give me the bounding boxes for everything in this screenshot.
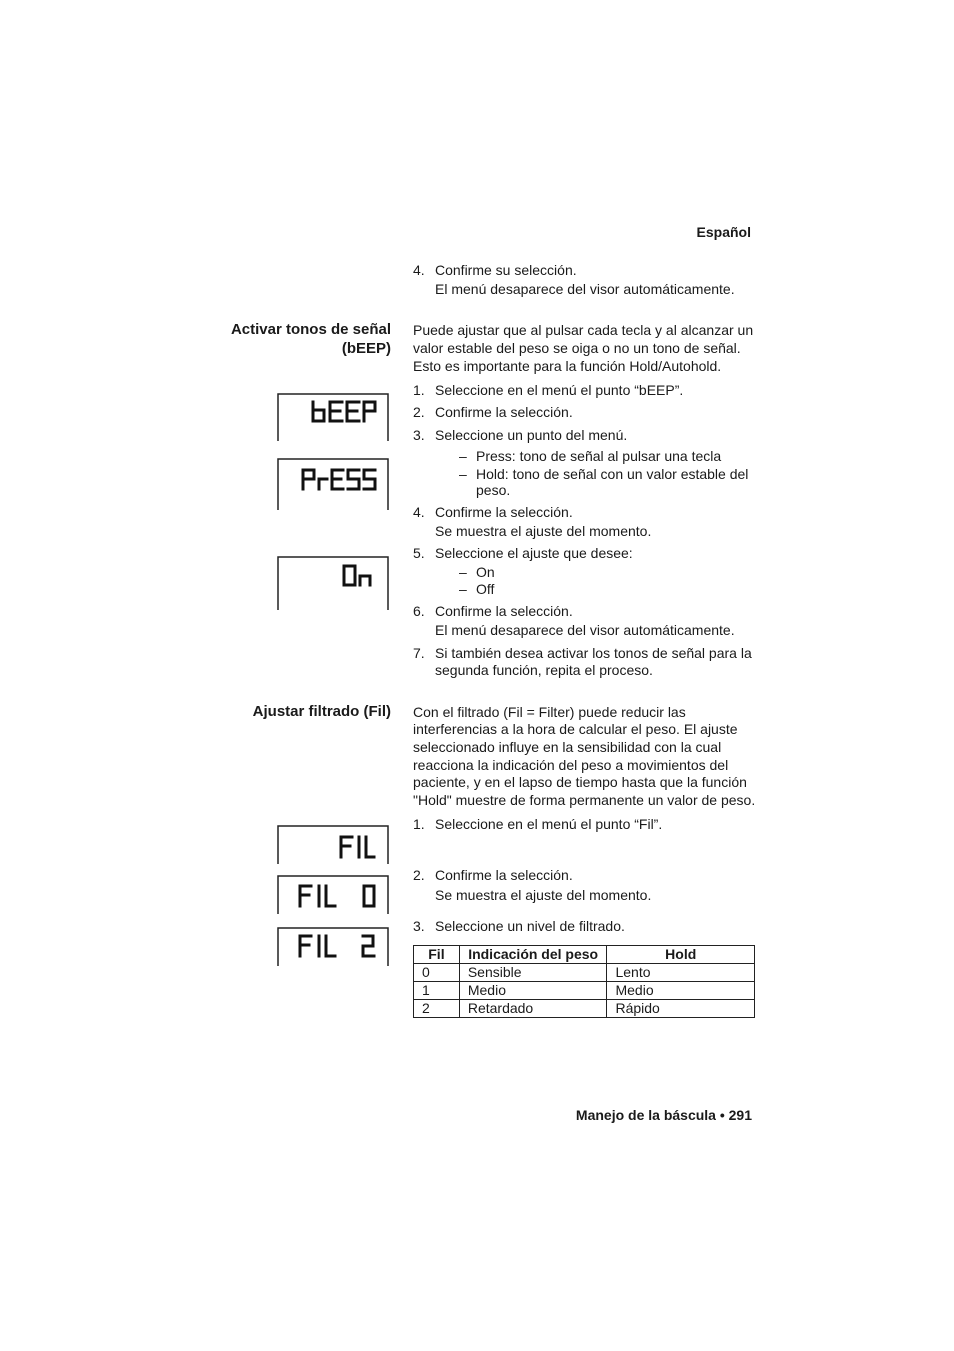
beep-step-text: Se muestra el ajuste del momento. (435, 523, 652, 539)
table-cell: 1 (414, 982, 460, 1000)
beep-step-text: Confirme la selección. (435, 504, 573, 520)
filter-paragraph-line: "Hold" muestre de forma permanente un valor de peso. (413, 792, 756, 808)
beep-step-number: 2. (413, 404, 425, 420)
table-header-fil: Fil (414, 946, 460, 964)
beep-step-text: Confirme la selección. (435, 404, 573, 420)
lcd-display-on (277, 556, 389, 610)
filter-paragraph-line: paciente, y en el lapso de tiempo hasta que la función (413, 774, 747, 790)
beep-step-number: 4. (413, 504, 425, 520)
beep-step-text: Confirme la selección. (435, 603, 573, 619)
filter-step-number: 3. (413, 918, 425, 934)
beep-step-number: 3. (413, 427, 425, 443)
table-row (414, 982, 755, 1000)
option-dash: – (459, 448, 467, 464)
filter-paragraph-line: interferencias a la hora de calcular el peso. El ajuste (413, 721, 738, 737)
beep-heading-line1: Activar tonos de señal (230, 321, 391, 338)
option-on: On (476, 564, 495, 580)
filter-step-text: Se muestra el ajuste del momento. (435, 887, 652, 903)
option-dash: – (459, 564, 467, 580)
lcd-display-fil-0 (277, 875, 389, 914)
option-dash: – (459, 581, 467, 597)
option-hold: Hold: tono de señal con un valor estable del (476, 466, 749, 482)
lcd-display-fil (277, 825, 389, 864)
filter-paragraph-line: seleccionado influye en la sensibilidad con la cual (413, 739, 722, 755)
table-cell: Rápido (607, 1000, 755, 1018)
table-cell: 2 (414, 1000, 460, 1018)
filter-step-text: Confirme la selección. (435, 867, 573, 883)
filter-paragraph-line: Con el filtrado (Fil = Filter) puede reducir las (413, 704, 686, 720)
table-row (414, 1000, 755, 1018)
filter-step-number: 2. (413, 867, 425, 883)
lcd-display-beep (277, 393, 389, 441)
intro-step-line2: El menú desaparece del visor automáticamente. (435, 281, 735, 297)
beep-step-number: 5. (413, 545, 425, 561)
filter-step-number: 1. (413, 816, 425, 832)
beep-step-text: Seleccione en el menú el punto “bEEP”. (435, 382, 684, 398)
lcd-display-fil-2 (277, 927, 389, 966)
beep-paragraph-line: valor estable del peso se oiga o no un tono de señal. (413, 340, 741, 356)
beep-step-text: Seleccione un punto del menú. (435, 427, 628, 443)
option-off: Off (476, 581, 495, 597)
table-cell: Sensible (459, 964, 607, 982)
filter-step-text: Seleccione un nivel de filtrado. (435, 918, 625, 934)
option-dash: – (459, 466, 467, 482)
beep-step-text: Si también desea activar los tonos de señal para la (435, 645, 752, 661)
beep-heading-line2: (bEEP) (341, 340, 391, 357)
table-cell: Medio (607, 982, 755, 1000)
table-cell: 0 (414, 964, 460, 982)
filter-step-text: Seleccione en el menú el punto “Fil”. (435, 816, 663, 832)
option-hold-cont: peso. (476, 482, 511, 498)
table-header-row (414, 946, 755, 964)
intro-step-line1: Confirme su selección. (435, 262, 577, 278)
table-header-hold: Hold (607, 946, 755, 964)
beep-step-number: 1. (413, 382, 425, 398)
lcd-display-press (277, 458, 389, 510)
beep-step-number: 7. (413, 645, 425, 661)
filter-table (413, 945, 755, 1018)
beep-paragraph-line: Puede ajustar que al pulsar cada tecla y al alcanzar un (413, 322, 754, 338)
beep-step-text: Seleccione el ajuste que desee: (435, 545, 633, 561)
table-cell: Retardado (459, 1000, 607, 1018)
page-footer: Manejo de la báscula • 291 (575, 1107, 752, 1123)
beep-paragraph-line: Esto es importante para la función Hold/Autohold. (413, 358, 722, 374)
table-row (414, 964, 755, 982)
option-press: Press: tono de señal al pulsar una tecla (476, 448, 722, 464)
table-cell: Medio (459, 982, 607, 1000)
filter-heading: Ajustar filtrado (Fil) (252, 703, 391, 720)
beep-step-number: 6. (413, 603, 425, 619)
filter-paragraph-line: reacciona la indicación del peso a movimientos del (413, 757, 729, 773)
intro-step-number: 4. (413, 262, 425, 278)
language-label: Español (696, 224, 751, 240)
beep-step-text: El menú desaparece del visor automáticamente. (435, 622, 735, 638)
table-cell: Lento (607, 964, 755, 982)
beep-step-text: segunda función, repita el proceso. (435, 662, 653, 678)
table-header-indicacion: Indicación del peso (459, 946, 607, 964)
